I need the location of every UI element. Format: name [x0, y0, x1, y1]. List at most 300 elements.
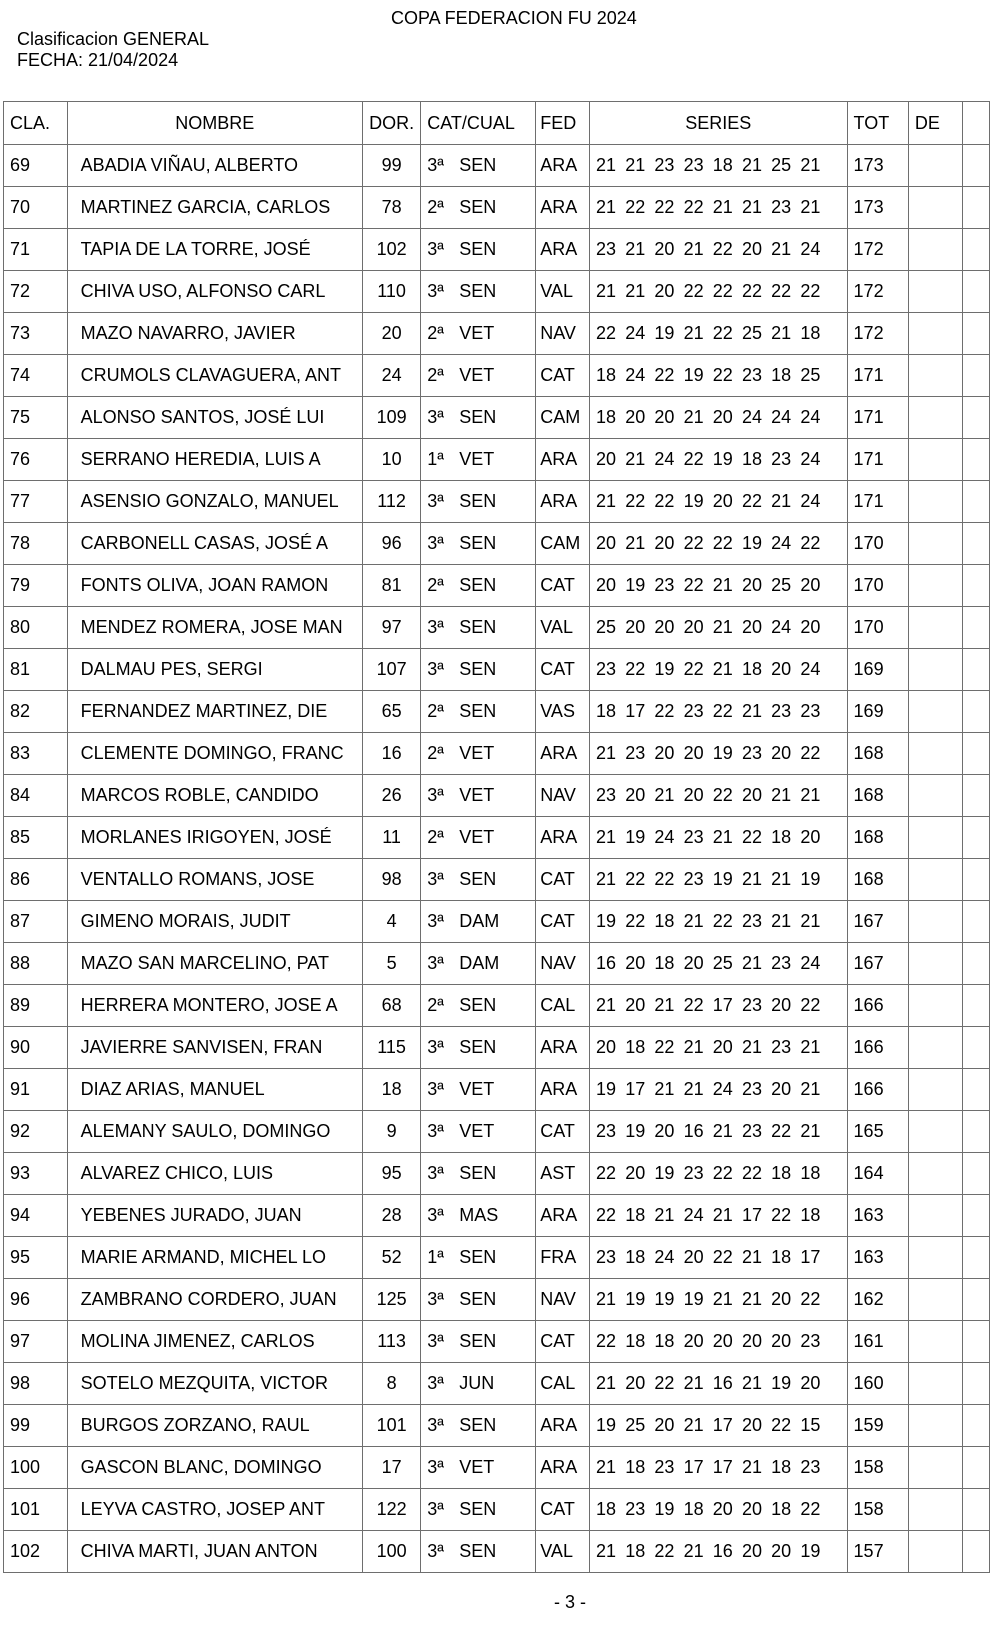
de-cell: [908, 439, 962, 481]
series-score: 17: [800, 1247, 821, 1267]
category-level: 2ª: [427, 827, 444, 847]
rank-cell: 99: [4, 1405, 68, 1447]
de-cell: [908, 775, 962, 817]
de-cell: [908, 649, 962, 691]
bib-cell: 11: [362, 817, 420, 859]
series-score: 21: [596, 1373, 617, 1393]
series-score: 22: [800, 533, 821, 553]
bib-cell: 5: [362, 943, 420, 985]
series-score: 19: [800, 1541, 821, 1561]
name-cell: TAPIA DE LA TORRE, JOSÉ: [67, 229, 362, 271]
series-score: 20: [654, 743, 675, 763]
federation-cell: ARA: [536, 1027, 590, 1069]
rank-cell: 72: [4, 271, 68, 313]
series-score: 20: [771, 1289, 792, 1309]
series-score: 22: [596, 323, 617, 343]
category-level: 3ª: [427, 407, 444, 427]
bib-cell: 122: [362, 1489, 420, 1531]
series-score: 20: [800, 1373, 821, 1393]
category-class: SEN: [459, 1331, 497, 1351]
series-score: 18: [596, 1499, 617, 1519]
series-score: 22: [625, 659, 646, 679]
series-score: 20: [683, 743, 704, 763]
bib-cell: 4: [362, 901, 420, 943]
rank-cell: 101: [4, 1489, 68, 1531]
series-score: 21: [712, 617, 733, 637]
category-cell: [421, 691, 536, 733]
series-score: 20: [741, 1541, 762, 1561]
series-score: 22: [654, 869, 675, 889]
table-row: [4, 271, 990, 313]
rank-cell: 98: [4, 1363, 68, 1405]
category-class: VET: [459, 1121, 495, 1141]
series-score: 20: [741, 575, 762, 595]
category-level: 3ª: [427, 1373, 444, 1393]
total-cell: 165: [847, 1111, 908, 1153]
category-class: SEN: [459, 1415, 497, 1435]
bib-cell: 102: [362, 229, 420, 271]
series-score: 22: [596, 1205, 617, 1225]
table-row: [4, 859, 990, 901]
name-cell: FERNANDEZ MARTINEZ, DIE: [67, 691, 362, 733]
series-score: 19: [771, 1373, 792, 1393]
series-score: 21: [741, 1457, 762, 1477]
series-score: 20: [741, 239, 762, 259]
federation-cell: ARA: [536, 733, 590, 775]
series-score: 19: [741, 533, 762, 553]
federation-cell: NAV: [536, 1279, 590, 1321]
rank-cell: 84: [4, 775, 68, 817]
name-cell: CHIVA MARTI, JUAN ANTON: [67, 1531, 362, 1573]
extra-cell: [962, 1111, 989, 1153]
series-score: 21: [712, 1121, 733, 1141]
name-cell: MOLINA JIMENEZ, CARLOS: [67, 1321, 362, 1363]
category-cell: [421, 187, 536, 229]
series-score: 20: [683, 785, 704, 805]
bib-cell: 20: [362, 313, 420, 355]
category-level: 3ª: [427, 1541, 444, 1561]
federation-cell: NAV: [536, 313, 590, 355]
table-row: [4, 775, 990, 817]
series-score: 21: [771, 911, 792, 931]
federation-cell: CAT: [536, 565, 590, 607]
federation-cell: CAL: [536, 985, 590, 1027]
table-row: [4, 817, 990, 859]
extra-cell: [962, 355, 989, 397]
series-cell: [590, 859, 848, 901]
extra-cell: [962, 817, 989, 859]
series-score: 21: [712, 197, 733, 217]
series-cell: [590, 1069, 848, 1111]
name-cell: GASCON BLANC, DOMINGO: [67, 1447, 362, 1489]
series-cell: [590, 187, 848, 229]
series-score: 21: [771, 239, 792, 259]
series-score: 21: [741, 1373, 762, 1393]
series-score: 21: [596, 491, 617, 511]
series-score: 19: [596, 1079, 617, 1099]
series-score: 24: [800, 953, 821, 973]
series-score: 22: [654, 1541, 675, 1561]
series-score: 25: [771, 155, 792, 175]
bib-cell: 97: [362, 607, 420, 649]
category-level: 3ª: [427, 869, 444, 889]
extra-cell: [962, 1027, 989, 1069]
name-cell: MAZO SAN MARCELINO, PAT: [67, 943, 362, 985]
series-cell: [590, 1321, 848, 1363]
de-cell: [908, 1405, 962, 1447]
series-score: 22: [683, 281, 704, 301]
category-class: SEN: [459, 1541, 497, 1561]
series-score: 24: [800, 659, 821, 679]
category-cell: [421, 1363, 536, 1405]
series-score: 24: [654, 827, 675, 847]
total-cell: 171: [847, 355, 908, 397]
series-cell: [590, 523, 848, 565]
de-cell: [908, 229, 962, 271]
extra-cell: [962, 1405, 989, 1447]
category-class: VET: [459, 323, 495, 343]
federation-cell: NAV: [536, 943, 590, 985]
series-score: 22: [741, 491, 762, 511]
series-score: 23: [741, 911, 762, 931]
category-cell: [421, 523, 536, 565]
de-cell: [908, 859, 962, 901]
category-class: SEN: [459, 407, 497, 427]
series-score: 21: [800, 1079, 821, 1099]
extra-cell: [962, 985, 989, 1027]
series-score: 19: [625, 575, 646, 595]
total-cell: 171: [847, 439, 908, 481]
table-row: [4, 1321, 990, 1363]
category-level: 3ª: [427, 1457, 444, 1477]
series-score: 20: [771, 1541, 792, 1561]
series-score: 21: [741, 1037, 762, 1057]
category-level: 3ª: [427, 785, 444, 805]
series-score: 19: [712, 449, 733, 469]
name-cell: BURGOS ZORZANO, RAUL: [67, 1405, 362, 1447]
category-level: 3ª: [427, 1121, 444, 1141]
series-score: 19: [712, 743, 733, 763]
series-score: 23: [654, 1457, 675, 1477]
series-score: 21: [800, 911, 821, 931]
series-score: 22: [654, 1037, 675, 1057]
extra-cell: [962, 271, 989, 313]
series-score: 23: [596, 1121, 617, 1141]
series-score: 23: [683, 701, 704, 721]
category-cell: [421, 1321, 536, 1363]
category-class: VET: [459, 1079, 495, 1099]
table-row: [4, 481, 990, 523]
category-class: SEN: [459, 995, 497, 1015]
name-cell: GIMENO MORAIS, JUDIT: [67, 901, 362, 943]
series-score: 20: [625, 407, 646, 427]
series-cell: [590, 775, 848, 817]
name-cell: VENTALLO ROMANS, JOSE: [67, 859, 362, 901]
series-score: 21: [596, 995, 617, 1015]
rank-cell: 87: [4, 901, 68, 943]
rank-cell: 94: [4, 1195, 68, 1237]
rank-cell: 74: [4, 355, 68, 397]
series-score: 19: [800, 869, 821, 889]
rank-cell: 95: [4, 1237, 68, 1279]
category-level: 3ª: [427, 1079, 444, 1099]
name-cell: SERRANO HEREDIA, LUIS A: [67, 439, 362, 481]
series-score: 20: [625, 995, 646, 1015]
series-score: 21: [683, 323, 704, 343]
extra-cell: [962, 943, 989, 985]
series-score: 22: [800, 995, 821, 1015]
series-score: 17: [712, 1457, 733, 1477]
series-score: 23: [800, 1457, 821, 1477]
rank-cell: 90: [4, 1027, 68, 1069]
bib-cell: 100: [362, 1531, 420, 1573]
series-score: 23: [683, 827, 704, 847]
category-class: SEN: [459, 659, 497, 679]
total-cell: 161: [847, 1321, 908, 1363]
series-score: 25: [741, 323, 762, 343]
series-score: 20: [625, 953, 646, 973]
name-cell: DIAZ ARIAS, MANUEL: [67, 1069, 362, 1111]
series-score: 22: [712, 365, 733, 385]
series-score: 22: [654, 197, 675, 217]
series-score: 16: [712, 1541, 733, 1561]
de-cell: [908, 1069, 962, 1111]
category-class: SEN: [459, 1499, 497, 1519]
series-score: 23: [625, 743, 646, 763]
table-row: [4, 1069, 990, 1111]
series-cell: [590, 1237, 848, 1279]
category-cell: [421, 1279, 536, 1321]
series-score: 21: [596, 155, 617, 175]
category-level: 3ª: [427, 911, 444, 931]
rank-cell: 88: [4, 943, 68, 985]
series-cell: [590, 817, 848, 859]
series-score: 21: [712, 575, 733, 595]
series-score: 20: [712, 407, 733, 427]
series-score: 22: [625, 491, 646, 511]
series-cell: [590, 271, 848, 313]
name-cell: ALEMANY SAULO, DOMINGO: [67, 1111, 362, 1153]
series-score: 24: [625, 323, 646, 343]
name-cell: MENDEZ ROMERA, JOSE MAN: [67, 607, 362, 649]
series-score: 19: [712, 869, 733, 889]
total-cell: 168: [847, 733, 908, 775]
series-score: 21: [596, 743, 617, 763]
table-row: [4, 1447, 990, 1489]
name-cell: CARBONELL CASAS, JOSÉ A: [67, 523, 362, 565]
table-row: [4, 1405, 990, 1447]
series-score: 22: [771, 1415, 792, 1435]
series-score: 19: [596, 1415, 617, 1435]
total-cell: 172: [847, 229, 908, 271]
bib-cell: 81: [362, 565, 420, 607]
series-score: 24: [800, 407, 821, 427]
category-cell: [421, 271, 536, 313]
series-score: 23: [741, 365, 762, 385]
name-cell: MARCOS ROBLE, CANDIDO: [67, 775, 362, 817]
series-score: 22: [712, 911, 733, 931]
table-row: [4, 1153, 990, 1195]
series-score: 24: [771, 533, 792, 553]
bib-cell: 8: [362, 1363, 420, 1405]
series-score: 20: [654, 533, 675, 553]
extra-cell: [962, 439, 989, 481]
series-score: 18: [771, 827, 792, 847]
series-score: 22: [625, 911, 646, 931]
name-cell: MARTINEZ GARCIA, CARLOS: [67, 187, 362, 229]
table-row: [4, 1363, 990, 1405]
results-table: [3, 101, 990, 1573]
series-score: 20: [654, 281, 675, 301]
series-score: 18: [654, 911, 675, 931]
series-score: 20: [712, 1331, 733, 1351]
series-score: 18: [771, 1457, 792, 1477]
total-cell: 159: [847, 1405, 908, 1447]
category-cell: [421, 1447, 536, 1489]
category-level: 2ª: [427, 743, 444, 763]
series-score: 18: [625, 1331, 646, 1351]
extra-cell: [962, 1531, 989, 1573]
category-class: SEN: [459, 869, 497, 889]
series-score: 22: [712, 701, 733, 721]
total-cell: 158: [847, 1489, 908, 1531]
series-score: 21: [596, 1457, 617, 1477]
series-cell: [590, 145, 848, 187]
column-header-cat-cual: CAT/CUAL: [421, 102, 536, 145]
column-header-nombre: NOMBRE: [67, 102, 362, 145]
table-row: [4, 1489, 990, 1531]
series-score: 21: [771, 323, 792, 343]
series-score: 21: [654, 995, 675, 1015]
federation-cell: ARA: [536, 1405, 590, 1447]
name-cell: DALMAU PES, SERGI: [67, 649, 362, 691]
total-cell: 171: [847, 397, 908, 439]
column-header-series: SERIES: [590, 102, 848, 145]
table-row: [4, 1279, 990, 1321]
category-level: 3ª: [427, 1499, 444, 1519]
series-score: 23: [800, 1331, 821, 1351]
federation-cell: ARA: [536, 229, 590, 271]
series-score: 21: [741, 197, 762, 217]
de-cell: [908, 607, 962, 649]
series-score: 22: [741, 827, 762, 847]
series-score: 19: [596, 911, 617, 931]
series-score: 22: [683, 659, 704, 679]
series-score: 21: [683, 1541, 704, 1561]
extra-cell: [962, 313, 989, 355]
total-cell: 172: [847, 313, 908, 355]
series-score: 21: [683, 1415, 704, 1435]
total-cell: 173: [847, 145, 908, 187]
series-score: 23: [771, 197, 792, 217]
series-score: 21: [596, 197, 617, 217]
series-score: 21: [712, 659, 733, 679]
series-score: 21: [625, 449, 646, 469]
extra-cell: [962, 145, 989, 187]
series-score: 22: [712, 533, 733, 553]
de-cell: [908, 1321, 962, 1363]
category-cell: [421, 397, 536, 439]
table-row: [4, 1195, 990, 1237]
column-header-cla: CLA.: [4, 102, 68, 145]
column-header-de: DE: [908, 102, 962, 145]
table-row: [4, 943, 990, 985]
series-score: 19: [683, 365, 704, 385]
series-score: 21: [596, 1289, 617, 1309]
series-score: 20: [771, 995, 792, 1015]
series-score: 24: [800, 491, 821, 511]
extra-cell: [962, 229, 989, 271]
series-score: 22: [654, 1373, 675, 1393]
table-row: [4, 1237, 990, 1279]
series-score: 22: [771, 1205, 792, 1225]
series-score: 20: [654, 1121, 675, 1141]
series-score: 20: [741, 1499, 762, 1519]
series-score: 18: [625, 1247, 646, 1267]
total-cell: 168: [847, 775, 908, 817]
series-score: 22: [712, 1247, 733, 1267]
series-cell: [590, 1447, 848, 1489]
category-class: DAM: [459, 911, 500, 931]
total-cell: 164: [847, 1153, 908, 1195]
total-cell: 163: [847, 1237, 908, 1279]
name-cell: HERRERA MONTERO, JOSE A: [67, 985, 362, 1027]
total-cell: 166: [847, 1027, 908, 1069]
rank-cell: 92: [4, 1111, 68, 1153]
rank-cell: 100: [4, 1447, 68, 1489]
series-score: 21: [771, 785, 792, 805]
extra-cell: [962, 1195, 989, 1237]
series-score: 24: [771, 407, 792, 427]
category-level: 3ª: [427, 239, 444, 259]
category-level: 3ª: [427, 953, 444, 973]
series-score: 24: [800, 449, 821, 469]
series-score: 21: [596, 1541, 617, 1561]
category-class: JUN: [459, 1373, 495, 1393]
series-score: 24: [800, 239, 821, 259]
federation-cell: CAT: [536, 901, 590, 943]
category-cell: [421, 1069, 536, 1111]
category-level: 3ª: [427, 1037, 444, 1057]
bib-cell: 98: [362, 859, 420, 901]
de-cell: [908, 481, 962, 523]
series-score: 21: [683, 407, 704, 427]
federation-cell: CAL: [536, 1363, 590, 1405]
category-level: 2ª: [427, 701, 444, 721]
series-score: 18: [654, 1331, 675, 1351]
rank-cell: 70: [4, 187, 68, 229]
category-class: VET: [459, 827, 495, 847]
series-score: 18: [800, 1163, 821, 1183]
series-score: 18: [771, 1499, 792, 1519]
bib-cell: 115: [362, 1027, 420, 1069]
category-class: SEN: [459, 1289, 497, 1309]
series-score: 21: [683, 1079, 704, 1099]
series-cell: [590, 985, 848, 1027]
total-cell: 167: [847, 901, 908, 943]
federation-cell: CAT: [536, 1111, 590, 1153]
extra-cell: [962, 1489, 989, 1531]
series-score: 21: [800, 785, 821, 805]
name-cell: FONTS OLIVA, JOAN RAMON: [67, 565, 362, 607]
category-cell: [421, 817, 536, 859]
category-cell: [421, 313, 536, 355]
category-class: VET: [459, 785, 495, 805]
bib-cell: 28: [362, 1195, 420, 1237]
bib-cell: 10: [362, 439, 420, 481]
bib-cell: 18: [362, 1069, 420, 1111]
federation-cell: ARA: [536, 187, 590, 229]
